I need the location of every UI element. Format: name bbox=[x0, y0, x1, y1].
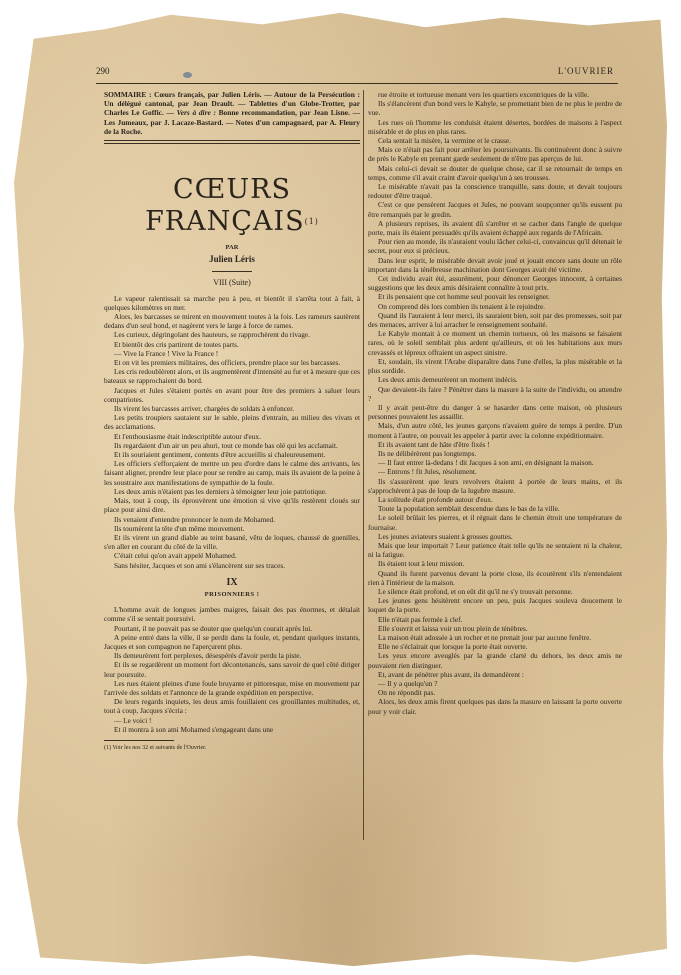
paragraph: Elle ne s'éclairait que lorsque la porte était ouverte. bbox=[378, 642, 528, 652]
right-column bbox=[368, 90, 622, 716]
title-rule bbox=[212, 271, 252, 272]
paragraph: Que devaient-ils faire ? Pénétrer dans la masure à la suite de l'individu, ou attendre ? bbox=[368, 384, 622, 403]
page-header bbox=[96, 66, 614, 82]
footnote-rule bbox=[104, 740, 174, 741]
column-rule bbox=[363, 90, 364, 840]
paragraph: Ils demeurèrent fort perplexes, désespérés d'avoir perdu la piste. bbox=[114, 651, 302, 661]
paragraph: Les rues étaient pleines d'une foule bruyante et pittoresque, mise en mouvement par l'arrivée des soldats et l'annonce de la grande expédition en perspective. bbox=[104, 678, 360, 697]
chapter-subtitle: PRISONNIERS ! bbox=[204, 590, 260, 598]
paragraph: Les rues où l'homme les conduisit étaient désertes, bordées de maisons à l'aspect misérable et de plus en plus rares. bbox=[368, 117, 622, 136]
paragraph: Et ils souriaient gentiment, contents d'être accueillis si chaleureusement. bbox=[114, 450, 326, 460]
paragraph: Et l'enthousiasme était indescriptible autour d'eux. bbox=[114, 431, 261, 441]
paragraph: Mais celui-ci devait se douter de quelque chose, car il se retournait de temps en temps, comme s'il avait craint d'avoir quelqu'un à ses trousses. bbox=[368, 163, 622, 182]
summary-text: SOMMAIRE : Cœurs français, par Julien Léris. — Autour de la Persécution : Un délégué cantonal, par Jean Drault. — Tablettes d'un Globe-Trotter, par Charles Le Goffic. — bbox=[104, 90, 360, 118]
paragraph: On comprend dès lors combien ils tenaient à le rejoindre. bbox=[378, 301, 545, 311]
header-rule bbox=[96, 83, 618, 84]
paragraph: Le Kabyle montait à ce moment un chemin tortueux, où les maisons se faisaient rares, où le soleil semblait plus ardent qu'ailleurs, et où les habitations aux murs crevassés et lépreux offraient un aspect sinistre. bbox=[368, 329, 622, 357]
paragraph: Il y avait peut-être du danger à se hasarder dans cette maison, où plusieurs personnes pouvaient les assaillir. bbox=[368, 402, 622, 422]
paragraph: — Il faut entrer là-dedans ! dit Jacques à son ami, en désignant la maison. bbox=[378, 458, 594, 468]
ink-stamp bbox=[183, 72, 192, 78]
chapter-number: IX bbox=[226, 576, 238, 588]
paragraph: Et ils pensaient que cet homme seul pouvait les renseigner. bbox=[378, 292, 550, 302]
paragraph: Et, avant de pénétrer plus avant, ils demandèrent : bbox=[378, 669, 524, 679]
paragraph: Les petits troupiers sautaient sur le sable, pleins d'entrain, au milieu des vivats et des acclamations. bbox=[104, 413, 360, 432]
paragraph: A plusieurs reprises, ils avaient dû s'arrêter et se cacher dans l'angle de quelque porte, mais ils étaient persuadés qu'ils avaient échappé aux regards de l'Africain. bbox=[368, 218, 622, 238]
paragraph: C'est ce que pensèrent Jacques et Jules, ne pouvant soupçonner qu'ils eussent pu être remarqués par le gredin. bbox=[368, 200, 622, 219]
summary-text-2: Bonne recommandation, par Jean Lisne. — Les Jumeaux, par J. Lacaze-Bastard. — Notes d'un campagnard, par A. Fleury de la Roche. bbox=[104, 108, 360, 136]
paragraph: Les jeunes gens hésitèrent encore un peu, puis Jacques souleva doucement le loquet de la porte. bbox=[368, 596, 622, 615]
paragraph: Alors, les deux amis firent quelques pas dans la masure en laissant la porte ouverte pour y voir clair. bbox=[368, 697, 622, 716]
paragraph: Les yeux encore aveuglés par la grande clarté du dehors, les deux amis ne pouvaient rien distinguer. bbox=[368, 651, 622, 670]
paragraph: Ils venaient d'entendre prononcer le nom de Mohamed. bbox=[114, 514, 275, 524]
paragraph: Les deux amis n'étaient pas les derniers à témoigner leur joie patriotique. bbox=[114, 486, 327, 496]
summary-box bbox=[104, 90, 360, 141]
paragraph: On ne répondit pas. bbox=[378, 688, 436, 698]
paragraph: — Entrons ! fit Jules, résolument. bbox=[378, 467, 477, 477]
journal-title: L'OUVRIER bbox=[557, 66, 614, 76]
summary-rule bbox=[104, 143, 360, 144]
paragraph: Ils s'assurèrent que leurs revolvers étaient à portée de leurs mains, et ils s'approchèrent à pas de loup de la lugubre masure. bbox=[368, 476, 622, 495]
paragraph: Quand ils furent parvenus devant la porte close, ils écoutèrent s'ils n'entendaient rien à l'intérieur de la maison. bbox=[368, 568, 622, 587]
paragraph: C'était celui qu'on avait appelé Mohamed. bbox=[114, 551, 237, 561]
author-name: Julien Léris bbox=[209, 254, 255, 265]
paragraph: Elle n'était pas fermée à clef. bbox=[378, 614, 463, 624]
paragraph: — Vive la France ! Vive la France ! bbox=[114, 348, 219, 358]
paragraph: Les officiers s'efforçaient de mettre un peu d'ordre dans le calme des arrivants, les faisant aligner, prendre leur place pour se rendre au camp, mais ils avaient de la peine à les soustraire aux manifestations de sympathie de la foule. bbox=[104, 459, 360, 487]
paragraph: Quand ils l'auraient à leur merci, ils sauraient bien, soit par des promesses, soit par des menaces, arriver à lui arracher le renseignement souhaité. bbox=[368, 310, 622, 330]
story-title bbox=[104, 174, 360, 238]
left-body-text-2 bbox=[104, 605, 360, 734]
paragraph: Pourtant, il ne pouvait pas se douter que quelqu'un courait après lui. bbox=[114, 623, 313, 633]
paragraph: Cet individu avait été, assurément, pour dénoncer Georges innocent, à certaines suggestions que les deux amis désiraient connaître à tout prix. bbox=[368, 274, 622, 293]
page-number: 290 bbox=[96, 66, 110, 76]
story-title-text: CŒURS FRANÇAIS bbox=[145, 174, 305, 238]
paragraph: Mais, d'un autre côté, les jeunes garçons n'avaient guère de temps à perdre. D'un moment à l'autre, on pouvait les appeler à partir avec la colonne expéditionnaire. bbox=[368, 421, 622, 440]
paragraph: Sans hésiter, Jacques et son ami s'élancèrent sur ses traces. bbox=[114, 560, 286, 570]
summary-vers-label: Vers à dire : bbox=[176, 108, 216, 118]
paragraph: Ils regardaient d'un air un peu ahuri, tout ce monde bas olé qui les acclamait. bbox=[114, 440, 338, 450]
paragraph: Toute la population semblait descendue dans le bas de la ville. bbox=[378, 504, 560, 514]
left-body-text bbox=[104, 294, 360, 570]
paragraph: Et, soudain, ils virent l'Arabe disparaître dans l'une d'elles, la plus misérable et la plus sordide. bbox=[368, 356, 622, 376]
paragraph: De leurs regards inquiets, les deux amis fouillaient ces grouillantes multitudes, et, tout à coup, Jacques s'écria : bbox=[104, 697, 360, 716]
paragraph: Et il montra à son ami Mohamed s'engageant dans une bbox=[114, 724, 274, 734]
right-body-text bbox=[368, 90, 622, 716]
paragraph: Ils virent les barcasses arriver, chargées de soldats à enfoncer. bbox=[114, 404, 295, 414]
paragraph: Et ils avaient tant de hâte d'être fixés ! bbox=[378, 439, 490, 449]
paragraph: Ils ne délibérèrent pas longtemps. bbox=[378, 448, 477, 458]
paragraph: Le soleil brûlait les pierres, et il régnait dans le chemin étroit une température de fournaise. bbox=[368, 513, 622, 532]
paragraph: Jacques et Jules s'étaient portés en avant pour être des premiers à saluer leurs compatriotes. bbox=[104, 385, 360, 404]
title-footnote-mark: (1) bbox=[304, 217, 319, 227]
paragraph: Mais ce n'était pas fait pour arrêter les poursuivants. Ils continuèrent donc à suivre de près le Kabyle en prenant garde seulement de n'être pas aperçus de lui. bbox=[368, 145, 622, 164]
paragraph: Pour rien au monde, ils n'auraient voulu lâcher celui-ci, convaincus qu'il détenait le secret, pour eux si précieux. bbox=[368, 237, 622, 256]
paragraph: Ils étaient tout à leur mission. bbox=[378, 559, 465, 569]
left-column bbox=[104, 90, 360, 753]
paragraph: Alors, les barcasses se mirent en mouvement toutes à la fois. Les rameurs sautèrent dedans d'un seul bond, et nagèrent vers le large à force de rames. bbox=[104, 312, 360, 331]
paragraph: Dans leur esprit, le misérable devait avoir joué et jouait encore sans doute un rôle important dans la ténébreuse machination dont Georges avait été victime. bbox=[368, 255, 622, 274]
paragraph: Cela sentait la misère, la vermine et le crasse. bbox=[378, 136, 511, 146]
paragraph: Mais que leur importait ? Leur patience était telle qu'ils ne sentaient ni la chaleur, ni la fatigue. bbox=[368, 540, 622, 560]
paragraph: rue étroite et tortueuse menant vers les quartiers excentriques de la ville. bbox=[378, 90, 590, 99]
byline-par: PAR bbox=[225, 244, 239, 252]
paragraph: Ils tournèrent la tête d'un même mouvement. bbox=[114, 523, 245, 533]
chapter-heading: VIII (Suite) bbox=[213, 278, 251, 288]
paragraph: Le misérable n'avait pas la conscience tranquille, sans doute, et devait toujours redouter d'être traqué. bbox=[368, 182, 622, 201]
paragraph: Et bientôt des cris partirent de toutes parts. bbox=[114, 339, 239, 349]
paragraph: La solitude était profonde autour d'eux. bbox=[378, 494, 493, 504]
footnote: (1) Voir les nos 32 et suivants de l'Ouvrier. bbox=[104, 744, 207, 751]
paragraph: — Le voici ! bbox=[114, 715, 152, 725]
paragraph: L'homme avait de longues jambes maigres, faisait des pas énormes, et détalait comme s'il se sentait poursuivi. bbox=[104, 605, 360, 624]
paragraph: Le vapeur ralentissait sa marche peu à peu, et bientôt il s'arrêta tout à fait, à quelques kilomètres en mer. bbox=[104, 293, 360, 312]
paragraph: La maison était adossée à un rocher et ne prenait jour par aucune fenêtre. bbox=[378, 632, 592, 642]
paragraph: Et on vit les premiers militaires, des officiers, prendre place sur les barcasses. bbox=[114, 358, 341, 368]
paragraph: Elle s'ouvrit et laissa voir un trou plein de ténèbres. bbox=[378, 623, 528, 633]
paragraph: Et ils virent un grand diable au teint basané, vêtu de loques, chaussé de guenilles, s'en aller en courant du côté de la ville. bbox=[104, 532, 360, 552]
paragraph: Les cris redoublèrent alors, et ils augmentèrent d'intensité au fur et à mesure que ces bateaux se rapprochaient du bord. bbox=[104, 367, 360, 386]
paragraph: Mais, tout à coup, ils éprouvèrent une émotion si vive qu'ils restèrent cloués sur place pour ainsi dire. bbox=[104, 496, 360, 515]
paragraph: Les curieux, dégringolant des hauteurs, se rapprochèrent du rivage. bbox=[114, 330, 310, 340]
paragraph: Ils s'élancèrent d'un bond vers le Kabyle, se promettant bien de ne plus le perdre de vue. bbox=[368, 99, 622, 118]
paragraph: A peine entré dans la ville, il se perdit dans la foule, et, pendant quelques instants, Jacques et son compagnon ne l'aperçurent plus. bbox=[104, 632, 360, 651]
paragraph: — Il y a quelqu'un ? bbox=[378, 679, 438, 688]
paragraph: Les deux amis demeurèrent un moment indécis. bbox=[378, 375, 518, 385]
paragraph: Le silence était profond, et on eût dit qu'il ne s'y trouvait personne. bbox=[378, 586, 573, 596]
paragraph: Et ils se regardèrent un moment fort décontenancés, sans savoir de quel côté diriger leur poursuite. bbox=[104, 660, 360, 679]
paragraph: Les jeunes aviateurs suaient à grosses gouttes. bbox=[378, 531, 513, 541]
